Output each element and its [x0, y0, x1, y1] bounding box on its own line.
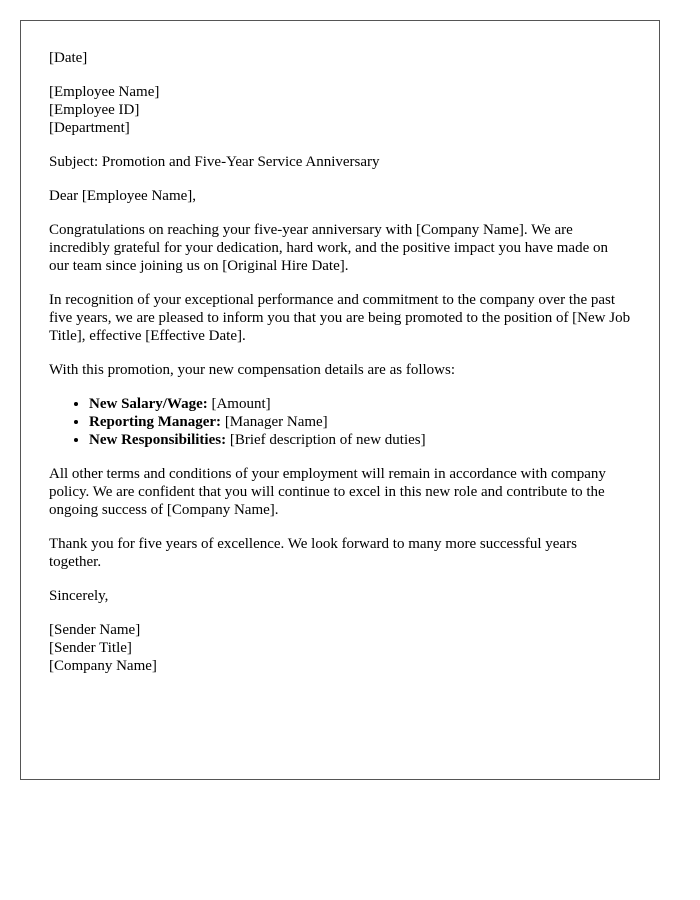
sender-name: [Sender Name] — [49, 622, 141, 638]
list-item-manager — [89, 413, 631, 431]
sender-block — [49, 621, 631, 675]
recipient-name: [Employee Name] — [49, 84, 160, 100]
letter-closing: Sincerely, — [49, 588, 109, 604]
sender-title: [Sender Title] — [49, 640, 132, 656]
paragraph-compensation-intro: With this promotion, your new compensation details are as follows: — [49, 362, 455, 378]
letter-page — [20, 20, 660, 780]
recipient-block — [49, 83, 631, 137]
recipient-department: [Department] — [49, 120, 130, 136]
paragraph-anniversary: Congratulations on reaching your five-year anniversary with [Company Name]. We are incredibly grateful for your dedication, hard work, and the positive impact you have made on our team since joining us on [Original Hire Date]. — [49, 222, 608, 274]
letter-subject: Subject: Promotion and Five-Year Service Anniversary — [49, 154, 380, 170]
recipient-id: [Employee ID] — [49, 102, 140, 118]
letter-date: [Date] — [49, 50, 88, 66]
detail-label: Reporting Manager: — [89, 414, 222, 430]
list-item-salary — [89, 395, 631, 413]
paragraph-thanks: Thank you for five years of excellence. We look forward to many more successful years together. — [49, 536, 577, 570]
detail-label: New Salary/Wage: — [89, 396, 208, 412]
letter-salutation: Dear [Employee Name], — [49, 188, 197, 204]
sender-company: [Company Name] — [49, 658, 157, 674]
detail-value: [Brief description of new duties] — [226, 432, 426, 448]
list-item-responsibilities — [89, 431, 631, 449]
detail-label: New Responsibilities: — [89, 432, 227, 448]
paragraph-promotion: In recognition of your exceptional performance and commitment to the company over the past five years, we are pleased to inform you that you are being promoted to the position of [New Job Title], effective [Effective Date]. — [49, 292, 631, 344]
detail-value: [Amount] — [207, 396, 271, 412]
compensation-details-list — [49, 395, 631, 449]
detail-value: [Manager Name] — [221, 414, 328, 430]
paragraph-terms: All other terms and conditions of your employment will remain in accordance with company policy. We are confident that you will continue to excel in this new role and contribute to the ongoing success of [Company Name]. — [49, 466, 606, 518]
